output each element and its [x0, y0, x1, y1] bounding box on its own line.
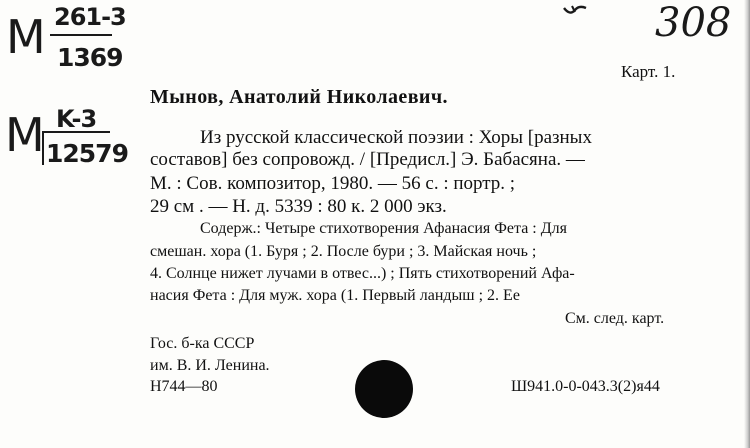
contents-line-2: смешан. хора (1. Буря ; 2. После бури ; 3. Майская ночь ;	[150, 243, 537, 260]
description-line-3: М. : Сов. композитор, 1980. — 56 с. : портр. ;	[150, 173, 516, 194]
classification-index: Ш941.0-0-043.3(2)я44	[511, 378, 660, 395]
shelfmark-2-top: K-3	[56, 105, 97, 133]
shelfmark-1-top: 261-3	[54, 3, 126, 31]
shelfmark-2-line	[44, 131, 110, 133]
shelfmark-2-bar	[42, 131, 44, 165]
library-line-1: Гос. б-ка СССР	[150, 335, 255, 352]
description-line-1: Из русской классической поэзии : Хоры [разных	[200, 127, 592, 148]
shelfmark-1-bottom: 1369	[57, 43, 123, 72]
continued-note: См. след. карт.	[565, 310, 665, 327]
pen-mark-icon	[562, 4, 588, 18]
punch-hole	[355, 360, 413, 418]
contents-line-4: насия Фета : Для муж. хора (1. Первый ландыш ; 2. Ее	[150, 287, 520, 304]
library-line-2: им. В. И. Ленина.	[150, 357, 270, 374]
shelfmark-2-bottom: 12579	[46, 139, 128, 168]
shelfmark-2-letter: M	[5, 108, 45, 162]
card-edge	[744, 0, 750, 448]
author-heading: Мынов, Анатолий Николаевич.	[150, 86, 448, 108]
card-number: 308	[655, 0, 732, 46]
description-line-2: составов] без сопровожд. / [Предисл.] Э. Бабасяна. —	[150, 149, 585, 170]
card-sequence: Карт. 1.	[621, 62, 676, 81]
description-line-4: 29 см . — Н. д. 5339 : 80 к. 2 000 экз.	[150, 196, 447, 217]
contents-line-3: 4. Солнце нижет лучами в отвес...) ; Пять стихотворений Афа-	[150, 265, 575, 282]
shelfmark-1-line	[50, 34, 112, 36]
shelfmark-1-letter: M	[6, 10, 46, 64]
library-code: Н744—80	[150, 378, 218, 395]
contents-line-1: Содерж.: Четыре стихотворения Афанасия Фета : Для	[200, 220, 567, 237]
